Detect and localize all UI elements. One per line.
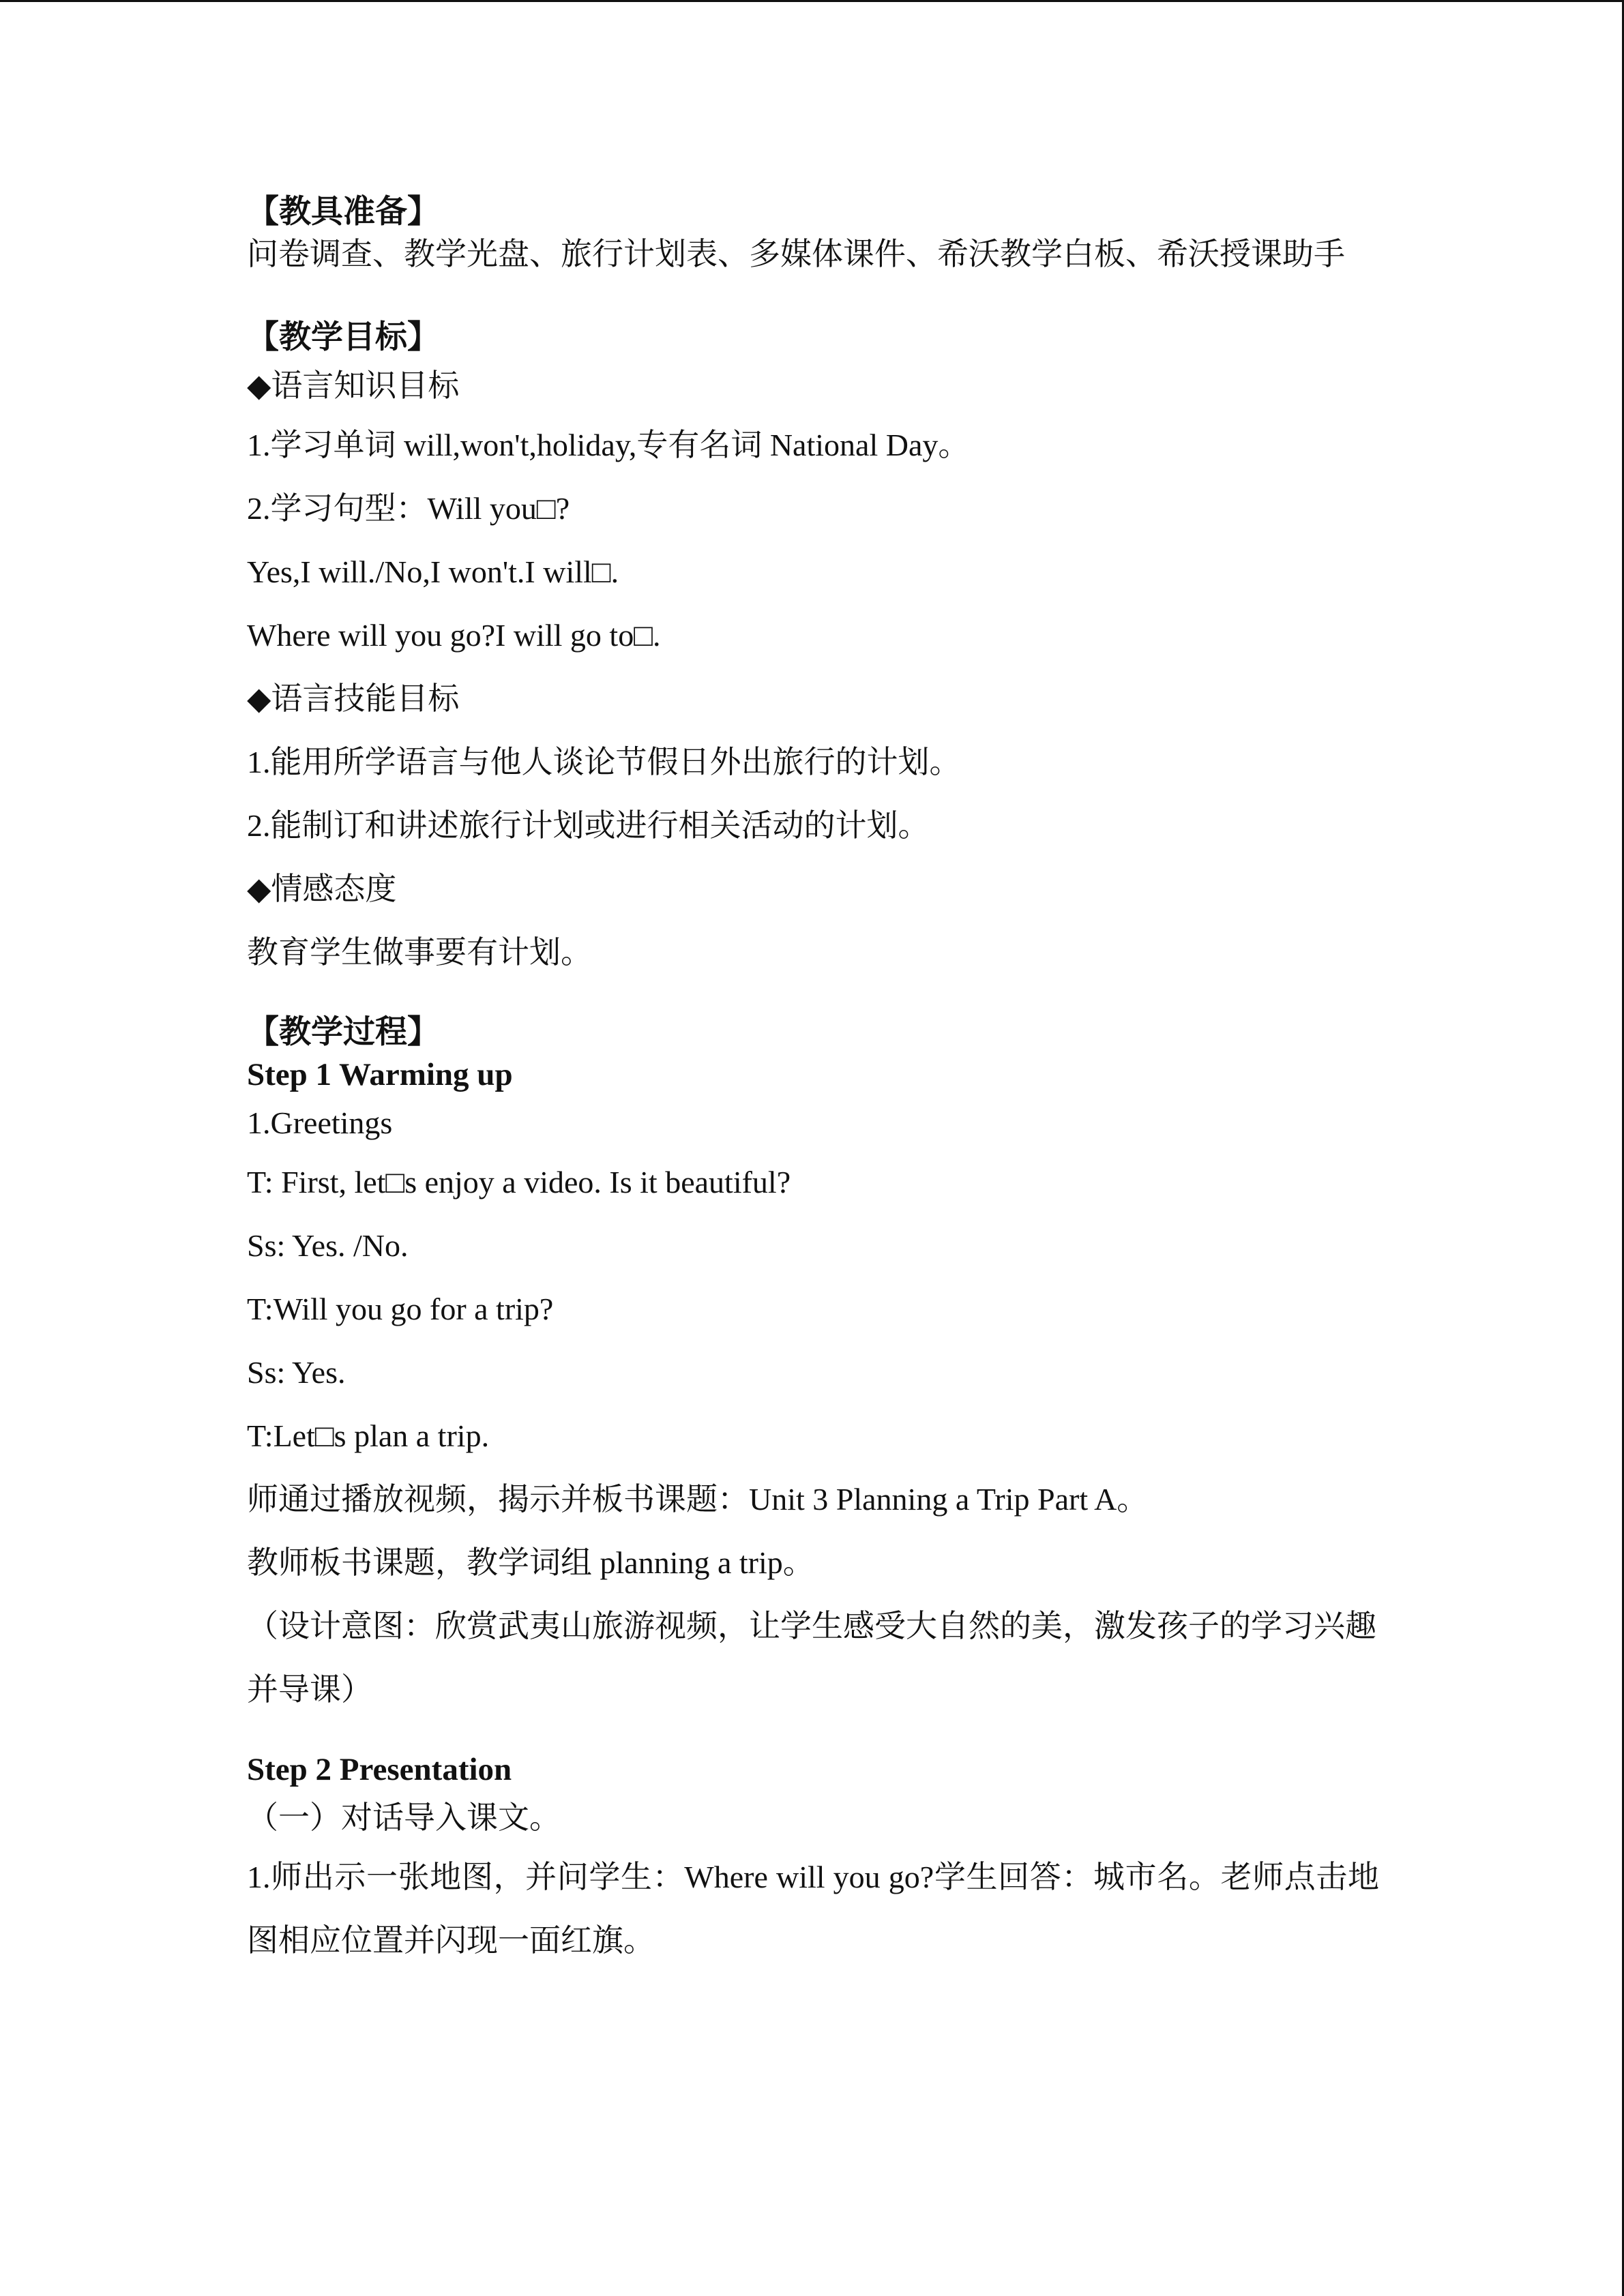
document-page (247, 191, 1379, 1972)
goal-item: 1.学习单词 will,won't,holiday,专有名词 National Day。 (247, 428, 970, 462)
step1-line: T:Let□s plan a trip. (247, 1418, 490, 1453)
step1-line: 师通过播放视频，揭示并板书课题：Unit 3 Planning a Trip Part A。 (247, 1482, 1149, 1517)
step1-line: 教师板书课题，教学词组 planning a trip。 (247, 1545, 814, 1580)
prep-heading: 【教具准备】 (247, 194, 439, 230)
goal-item: Yes,I will./No,I won't.I will□. (247, 554, 619, 589)
attitude-text: 教育学生做事要有计划。 (247, 935, 592, 970)
process-heading: 【教学过程】 (247, 1015, 439, 1050)
goals-heading: 【教学目标】 (247, 320, 439, 355)
step1-line: T:Will you go for a trip? (247, 1292, 554, 1326)
step1-title: Step 1 Warming up (247, 1057, 513, 1092)
goal-item: Where will you go?I will go to□. (247, 618, 661, 653)
skill-item: 1.能用所学语言与他人谈论节假日外出旅行的计划。 (247, 745, 961, 779)
goals-language-skill: ◆语言技能目标 (247, 681, 460, 716)
goals-attitude: ◆情感态度 (247, 871, 397, 906)
skill-item: 2.能制订和讲述旅行计划或进行相关活动的计划。 (247, 808, 930, 843)
prep-text: 问卷调查、教学光盘、旅行计划表、多媒体课件、希沃教学白板、希沃授课助手 (247, 237, 1345, 271)
page-top-border (0, 0, 1624, 2)
step2-title: Step 2 Presentation (247, 1752, 512, 1787)
goals-language-knowledge: ◆语言知识目标 (247, 368, 460, 403)
goal-item: 2.学习句型：Will you□? (247, 491, 570, 526)
step1-line: T: First, let□s enjoy a video. Is it beautiful? (247, 1165, 791, 1199)
step2-paragraph: 1.师出示一张地图，并问学生：Where will you go?学生回答：城市名。老师点击地图相应位置并闪现一面红旗。 (247, 1860, 1379, 1958)
step1-line: 1.Greetings (247, 1105, 393, 1140)
step1-line: Ss: Yes. /No. (247, 1228, 409, 1263)
step1-design-note: （设计意图：欣赏武夷山旅游视频，让学生感受大自然的美，激发孩子的学习兴趣并导课） (247, 1609, 1376, 1707)
step2-subheading: （一）对话导入课文。 (247, 1800, 561, 1835)
step1-line: Ss: Yes. (247, 1355, 346, 1390)
